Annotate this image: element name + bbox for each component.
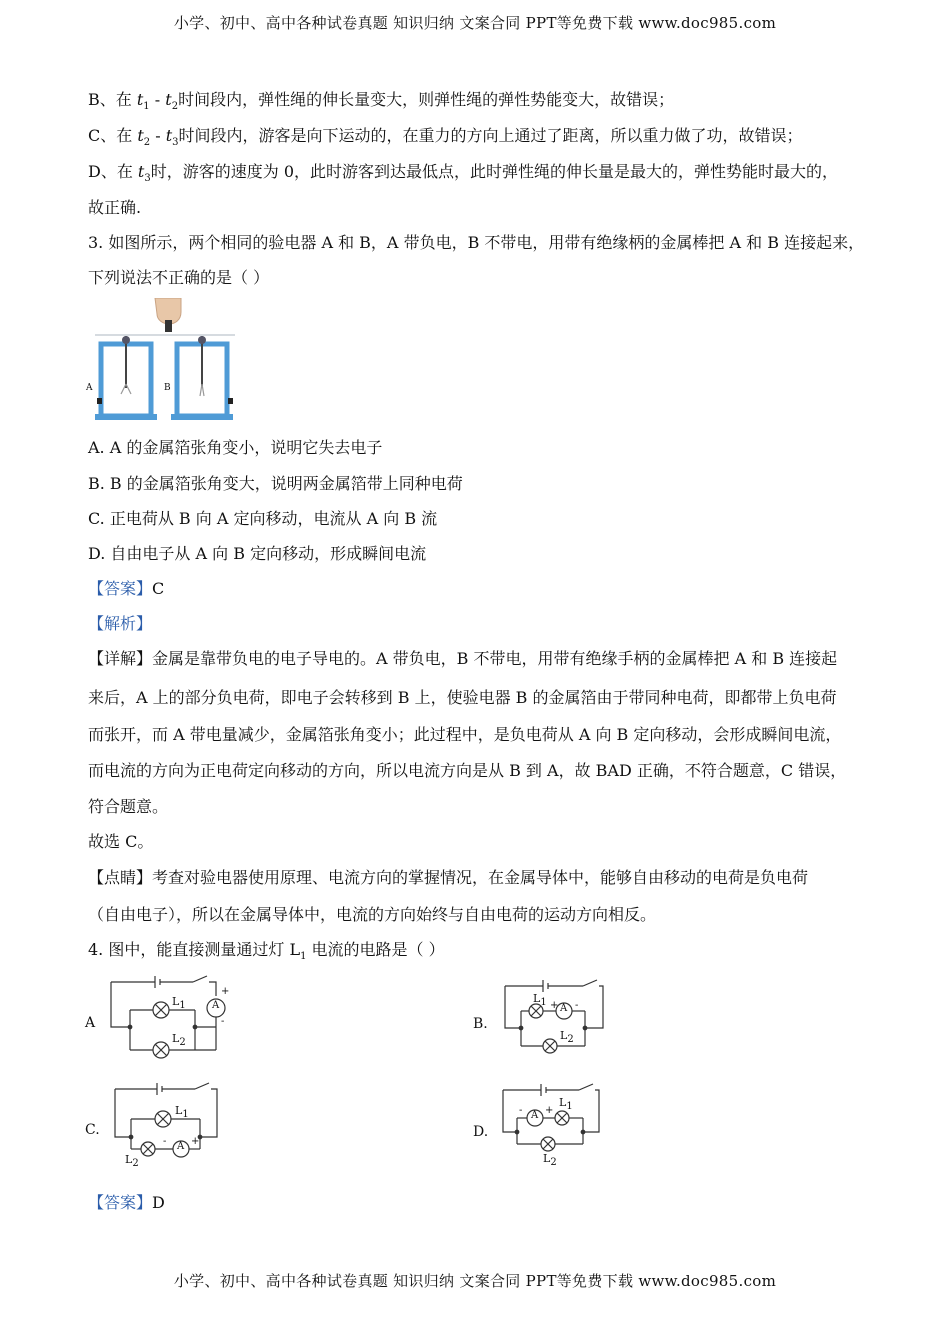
q3-option-c: C. 正电荷从 B 向 A 定向移动，电流从 A 向 B 流	[88, 509, 438, 528]
prev-option-c	[88, 126, 803, 153]
q3-stem-line1: 3. 如图所示，两个相同的验电器 A 和 B，A 带负电，B 不带电，用带有绝缘柄的金属棒把 A 和 B 连接起来，	[88, 233, 865, 252]
t3-symbol: t	[165, 126, 173, 145]
circuit-c-l2	[125, 1153, 139, 1169]
prev-b-text: 时间段内，弹性绳的伸长量变大，则弹性绳的弹性势能变大，故错误；	[178, 90, 675, 109]
circuit-c-plus: +	[191, 1136, 200, 1147]
prev-b-prefix: B、在	[88, 90, 137, 109]
circuit-c-label: C.	[85, 1122, 100, 1138]
tip-tag: 【点睛】	[88, 868, 153, 887]
dash: -	[149, 90, 166, 109]
prev-d-prefix: D、在	[88, 162, 138, 181]
q3-tip-line1	[88, 868, 808, 888]
q3-detail-line4: 而电流的方向为正电荷定向移动的方向，所以电流方向是从 B 到 A，故 BAD 正确，不符合题意，C 错误，	[88, 761, 847, 780]
prev-option-d	[88, 162, 838, 189]
l1-sub: 1	[540, 997, 547, 1009]
answer-value: C	[152, 579, 165, 598]
q4-answer	[88, 1193, 165, 1213]
l2-sub: 2	[132, 1158, 139, 1170]
l2-sub: 2	[550, 1157, 557, 1169]
l1-letter: L	[559, 1096, 567, 1109]
t2-sub: 2	[171, 101, 179, 113]
answer-tag: 【答案】	[88, 1193, 153, 1212]
circuit-d-plus: +	[545, 1105, 554, 1116]
t3-symbol: t	[137, 162, 145, 181]
prev-option-d-cont: 故正确.	[88, 198, 142, 217]
circuit-d-l1	[559, 1096, 573, 1112]
circuit-a	[85, 970, 235, 1060]
t2-symbol: t	[137, 126, 144, 145]
q3-detail-line3: 而张开，而 A 带电量减少，金属箔张角变小；此过程中，是负电荷从 A 向 B 定向移动，会形成瞬间电流，	[88, 725, 842, 744]
q4-stem-prefix: 4. 图中，能直接测量通过灯 L	[88, 940, 301, 959]
circuit-a-l2	[172, 1032, 186, 1048]
t2-sub: 2	[143, 137, 151, 149]
l2-letter: L	[560, 1029, 568, 1042]
electroscope-label-b: B	[164, 383, 171, 393]
t2-symbol: t	[165, 90, 172, 109]
q3-answer	[88, 579, 164, 599]
circuit-a-ammeter: A	[212, 1000, 220, 1011]
t3-sub: 3	[172, 137, 179, 149]
circuit-a-plus: +	[221, 986, 230, 997]
analysis-tag: 【解析】	[88, 614, 153, 633]
t3-sub: 3	[144, 173, 151, 185]
q3-analysis-tag	[88, 614, 152, 634]
q4-stem-suffix: 电流的电路是（ ）	[306, 940, 445, 959]
l2-sub: 2	[179, 1037, 186, 1049]
prev-option-b	[88, 90, 674, 117]
l2-letter: L	[125, 1153, 133, 1166]
prev-c-text: 时间段内，游客是向下运动的，在重力的方向上通过了距离，所以重力做了功，故错误；	[178, 126, 803, 145]
l1-sub: 1	[566, 1101, 573, 1113]
q3-tip-line2: （自由电子），所以在金属导体中，电流的方向始终与自由电荷的运动方向相反。	[88, 905, 657, 924]
q3-option-b: B. B 的金属箔张角变大，说明两金属箔带上同种电荷	[88, 474, 463, 493]
q3-stem-line2: 下列说法不正确的是（ ）	[88, 268, 270, 287]
circuit-d-ammeter: A	[531, 1110, 539, 1121]
circuit-c-l1	[175, 1104, 189, 1120]
circuit-c-minus: -	[163, 1136, 167, 1147]
circuit-c	[85, 1077, 235, 1170]
l1-sub: 1	[300, 951, 307, 963]
q4-stem	[88, 940, 445, 967]
l2-letter: L	[543, 1152, 551, 1165]
l1-sub: 1	[179, 1000, 186, 1012]
l1-letter: L	[533, 992, 541, 1005]
prev-c-prefix: C、在	[88, 126, 138, 145]
electroscope-figure	[85, 298, 245, 424]
page-footer: 小学、初中、高中各种试卷真题 知识归纳 文案合同 PPT等免费下载 www.doc985.com	[173, 1272, 777, 1290]
q3-detail-line5: 符合题意。	[88, 797, 169, 816]
q3-option-d: D. 自由电子从 A 向 B 定向移动，形成瞬间电流	[88, 544, 427, 563]
circuit-d	[473, 1080, 613, 1169]
circuit-b-ammeter: A	[560, 1003, 568, 1014]
circuit-d-minus: -	[519, 1105, 523, 1116]
circuit-b-l1	[533, 992, 547, 1008]
tip-text: 考查对验电器使用原理、电流方向的掌握情况，在金属导体中，能够自由移动的电荷是负电荷	[152, 868, 809, 887]
l1-sub: 1	[182, 1109, 189, 1121]
detail-text: 金属是靠带负电的电子导电的。A 带负电，B 不带电，用带有绝缘手柄的金属棒把 A 和 B 连接起	[152, 649, 838, 668]
circuit-b-label: B.	[473, 1016, 488, 1032]
answer-tag: 【答案】	[88, 579, 153, 598]
dash: -	[150, 126, 166, 145]
prev-d-text: 时，游客的速度为 0，此时游客到达最低点，此时弹性绳的伸长量是最大的，弹性势能时最大的，	[150, 162, 839, 181]
q3-detail-line1	[88, 649, 837, 669]
circuit-b-l2	[560, 1029, 574, 1045]
l1-letter: L	[175, 1104, 183, 1117]
circuit-d-label: D.	[473, 1124, 489, 1140]
t1-symbol: t	[136, 90, 144, 109]
q3-choose: 故选 C。	[88, 832, 154, 851]
circuit-a-minus: -	[221, 1016, 225, 1027]
page-header: 小学、初中、高中各种试卷真题 知识归纳 文案合同 PPT等免费下载 www.doc985.com	[173, 14, 777, 32]
t1-sub: 1	[143, 101, 150, 113]
detail-tag: 【详解】	[88, 649, 153, 668]
circuit-a-l1	[172, 995, 186, 1011]
q3-option-a: A. A 的金属箔张角变小，说明它失去电子	[88, 438, 383, 457]
circuit-d-l2	[543, 1152, 557, 1168]
q3-detail-line2: 来后，A 上的部分负电荷，即电子会转移到 B 上，使验电器 B 的金属箔由于带同种电荷，即都带上负电荷	[88, 688, 837, 707]
l2-letter: L	[172, 1032, 180, 1045]
circuit-b	[473, 976, 613, 1061]
circuit-b-minus: -	[575, 1000, 579, 1011]
circuit-c-ammeter: A	[177, 1141, 185, 1152]
l1-letter: L	[172, 995, 180, 1008]
electroscope-label-a: A	[86, 383, 93, 393]
answer-value: D	[152, 1193, 165, 1212]
l2-sub: 2	[567, 1034, 574, 1046]
circuit-a-label: A	[85, 1015, 96, 1031]
circuit-b-plus: +	[550, 1000, 559, 1011]
